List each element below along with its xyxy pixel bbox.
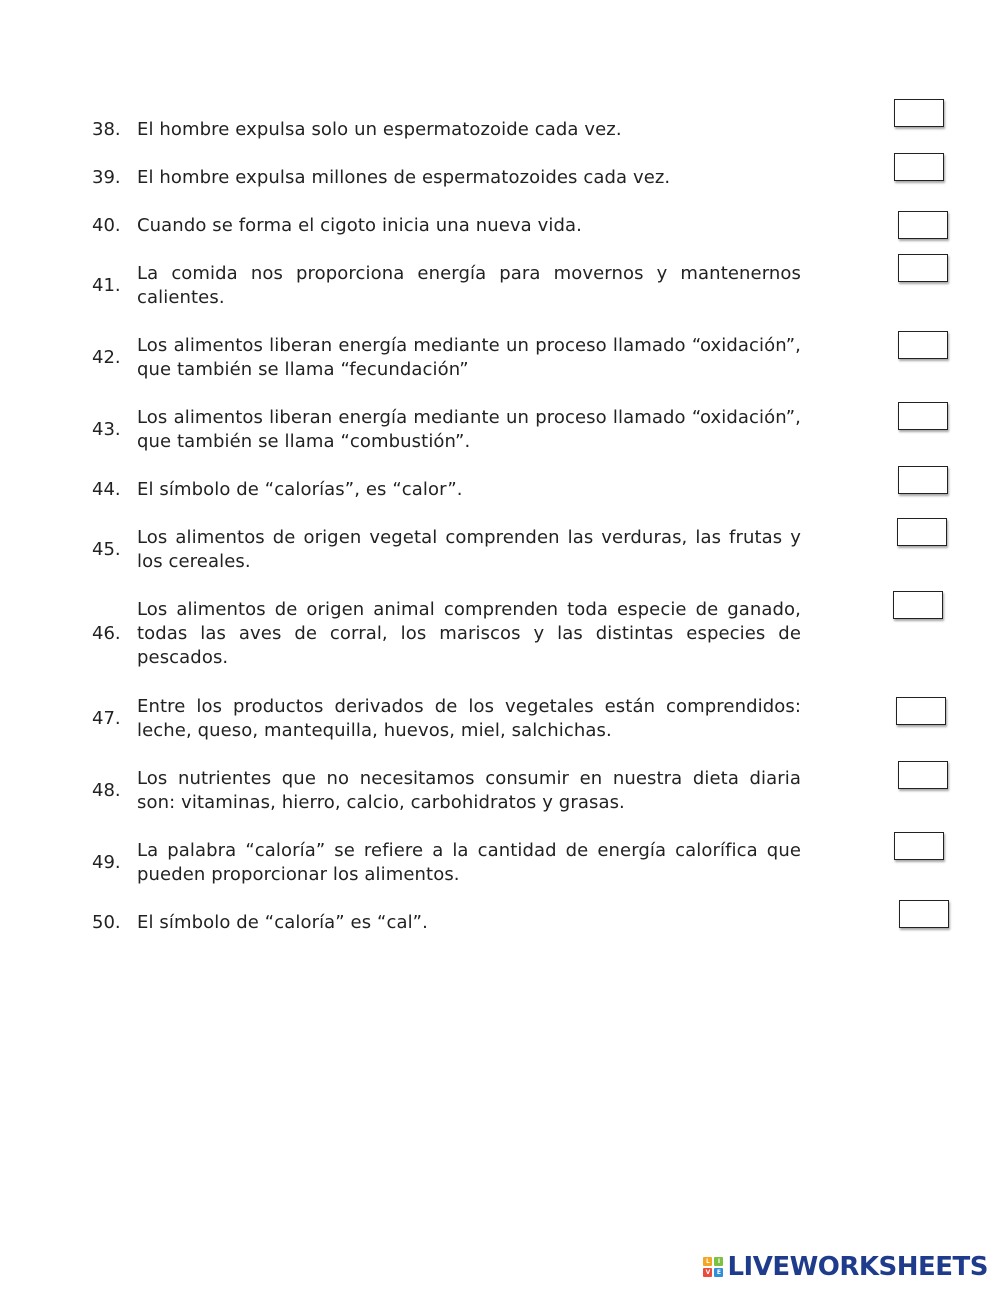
question-text: Los nutrientes que no necesitamos consumir en nuestra dieta diaria son: vitaminas, hierro, calcio, carbohidratos y grasas.: [137, 768, 801, 813]
question-text: El símbolo de “calorías”, es “calor”.: [137, 479, 463, 500]
question-number: 38.: [92, 119, 121, 140]
question-text: Los alimentos liberan energía mediante un proceso llamado “oxidación”, que también se llama “fecundación”: [137, 335, 801, 380]
question-text: La palabra “caloría” se refiere a la cantidad de energía calorífica que pueden proporcionar los alimentos.: [137, 840, 801, 885]
question-text: El hombre expulsa millones de espermatozoides cada vez.: [137, 167, 671, 188]
answer-box-50[interactable]: [899, 900, 949, 928]
logo-mark-icon: [703, 1257, 723, 1277]
answer-box-43[interactable]: [898, 402, 948, 430]
question-text: Los alimentos liberan energía mediante un proceso llamado “oxidación”, que también se llama “combustión”.: [137, 407, 801, 452]
question-number: 46.: [92, 623, 121, 644]
question-number: 41.: [92, 275, 121, 296]
question-text: Los alimentos de origen vegetal comprenden las verduras, las frutas y los cereales.: [137, 527, 801, 572]
answer-box-40[interactable]: [898, 211, 948, 239]
question-number: 39.: [92, 167, 121, 188]
logo-text: LIVEWORKSHEETS: [727, 1252, 988, 1282]
logo-letter: I: [714, 1257, 723, 1266]
question-number: 42.: [92, 347, 121, 368]
answer-box-38[interactable]: [894, 99, 944, 127]
question-number: 45.: [92, 539, 121, 560]
logo-letter: E: [714, 1268, 723, 1277]
logo-letter: L: [703, 1257, 712, 1266]
question-text: Entre los productos derivados de los vegetales están comprendidos: leche, queso, mantequilla, huevos, miel, salchichas.: [137, 696, 801, 741]
answer-box-49[interactable]: [894, 832, 944, 860]
logo-letter: V: [703, 1268, 712, 1277]
question-number: 40.: [92, 215, 121, 236]
question-text: Los alimentos de origen animal comprenden toda especie de ganado, todas las aves de corral, los mariscos y las distintas especies de pescados.: [137, 599, 801, 668]
question-text: El hombre expulsa solo un espermatozoide cada vez.: [137, 119, 622, 140]
answer-box-41[interactable]: [898, 254, 948, 282]
question-number: 43.: [92, 419, 121, 440]
question-text: Cuando se forma el cigoto inicia una nueva vida.: [137, 215, 582, 236]
question-text: El símbolo de “caloría” es “cal”.: [137, 912, 428, 933]
answer-box-47[interactable]: [896, 697, 946, 725]
question-number: 47.: [92, 708, 121, 729]
question-text: La comida nos proporciona energía para movernos y mantenernos calientes.: [137, 263, 801, 308]
question-number: 50.: [92, 912, 121, 933]
answer-box-46[interactable]: [893, 591, 943, 619]
answer-box-44[interactable]: [898, 466, 948, 494]
question-number: 48.: [92, 780, 121, 801]
answer-box-42[interactable]: [898, 331, 948, 359]
answer-box-39[interactable]: [894, 153, 944, 181]
question-number: 44.: [92, 479, 121, 500]
liveworksheets-logo: [703, 1252, 988, 1282]
question-number: 49.: [92, 852, 121, 873]
answer-box-45[interactable]: [897, 518, 947, 546]
answer-box-48[interactable]: [898, 761, 948, 789]
